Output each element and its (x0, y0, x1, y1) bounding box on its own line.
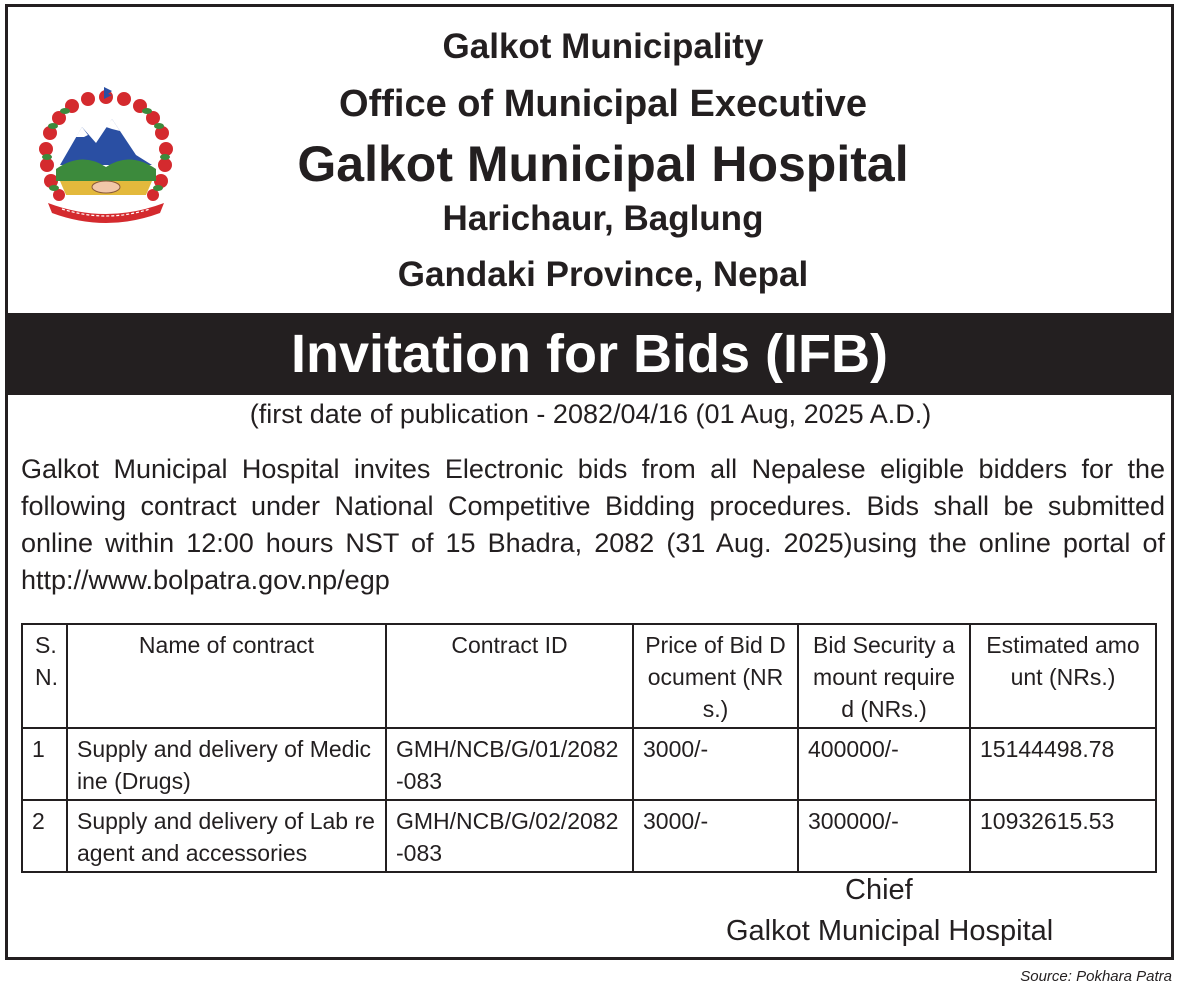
row-bid-document-price: 3000/- (633, 800, 798, 872)
province-line: Gandaki Province, Nepal (397, 255, 809, 294)
signatory-title: Chief (845, 874, 913, 906)
row-bid-security: 400000/- (798, 728, 970, 800)
header-estimated-amount: Estimated amount (NRs.) (970, 624, 1156, 728)
table-row (22, 800, 1156, 872)
row-bid-document-price: 3000/- (633, 728, 798, 800)
intro-paragraph: Galkot Municipal Hospital invites Electronic bids from all Nepalese eligible bidders for the following contract under National Competitive Bidding procedures. Bids shall be submitted online within 12:00 hours NST of 15 Bhadra, 2082 (31 Aug. 2025)using the online portal of http://www.bolpatra.gov.np/egp (21, 454, 1165, 595)
notice-title-banner: Invitation for Bids (IFB) (8, 313, 1171, 395)
header-bid-document-price: Price of Bid Document (NRs.) (633, 624, 798, 728)
row-contract-name: Supply and delivery of Lab reagent and accessories (67, 800, 386, 872)
address-line: Harichaur, Baglung (442, 199, 764, 238)
header-sn: S. N. (22, 624, 67, 728)
row-estimated-amount: 10932615.53 (970, 800, 1156, 872)
row-contract-name: Supply and delivery of Medicine (Drugs) (67, 728, 386, 800)
table-header-row (22, 624, 1156, 728)
municipality-name: Galkot Municipality (442, 27, 764, 66)
bids-table (21, 623, 1157, 873)
hospital-name: Galkot Municipal Hospital (297, 136, 909, 192)
header-contract-name: Name of contract (67, 624, 386, 728)
publication-date: (first date of publication - 2082/04/16 (01 Aug, 2025 A.D.) (249, 399, 932, 429)
header-contract-id: Contract ID (386, 624, 633, 728)
row-estimated-amount: 15144498.78 (970, 728, 1156, 800)
source-credit: Source: Pokhara Patra (1020, 968, 1172, 985)
row-bid-security: 300000/- (798, 800, 970, 872)
office-name: Office of Municipal Executive (339, 83, 867, 125)
row-sn: 1 (22, 728, 67, 800)
table-row (22, 728, 1156, 800)
row-contract-id: GMH/NCB/G/01/2082-083 (386, 728, 633, 800)
signatory-organization: Galkot Municipal Hospital (726, 915, 1054, 947)
row-sn: 2 (22, 800, 67, 872)
row-contract-id: GMH/NCB/G/02/2082-083 (386, 800, 633, 872)
header-bid-security: Bid Security amount required (NRs.) (798, 624, 970, 728)
